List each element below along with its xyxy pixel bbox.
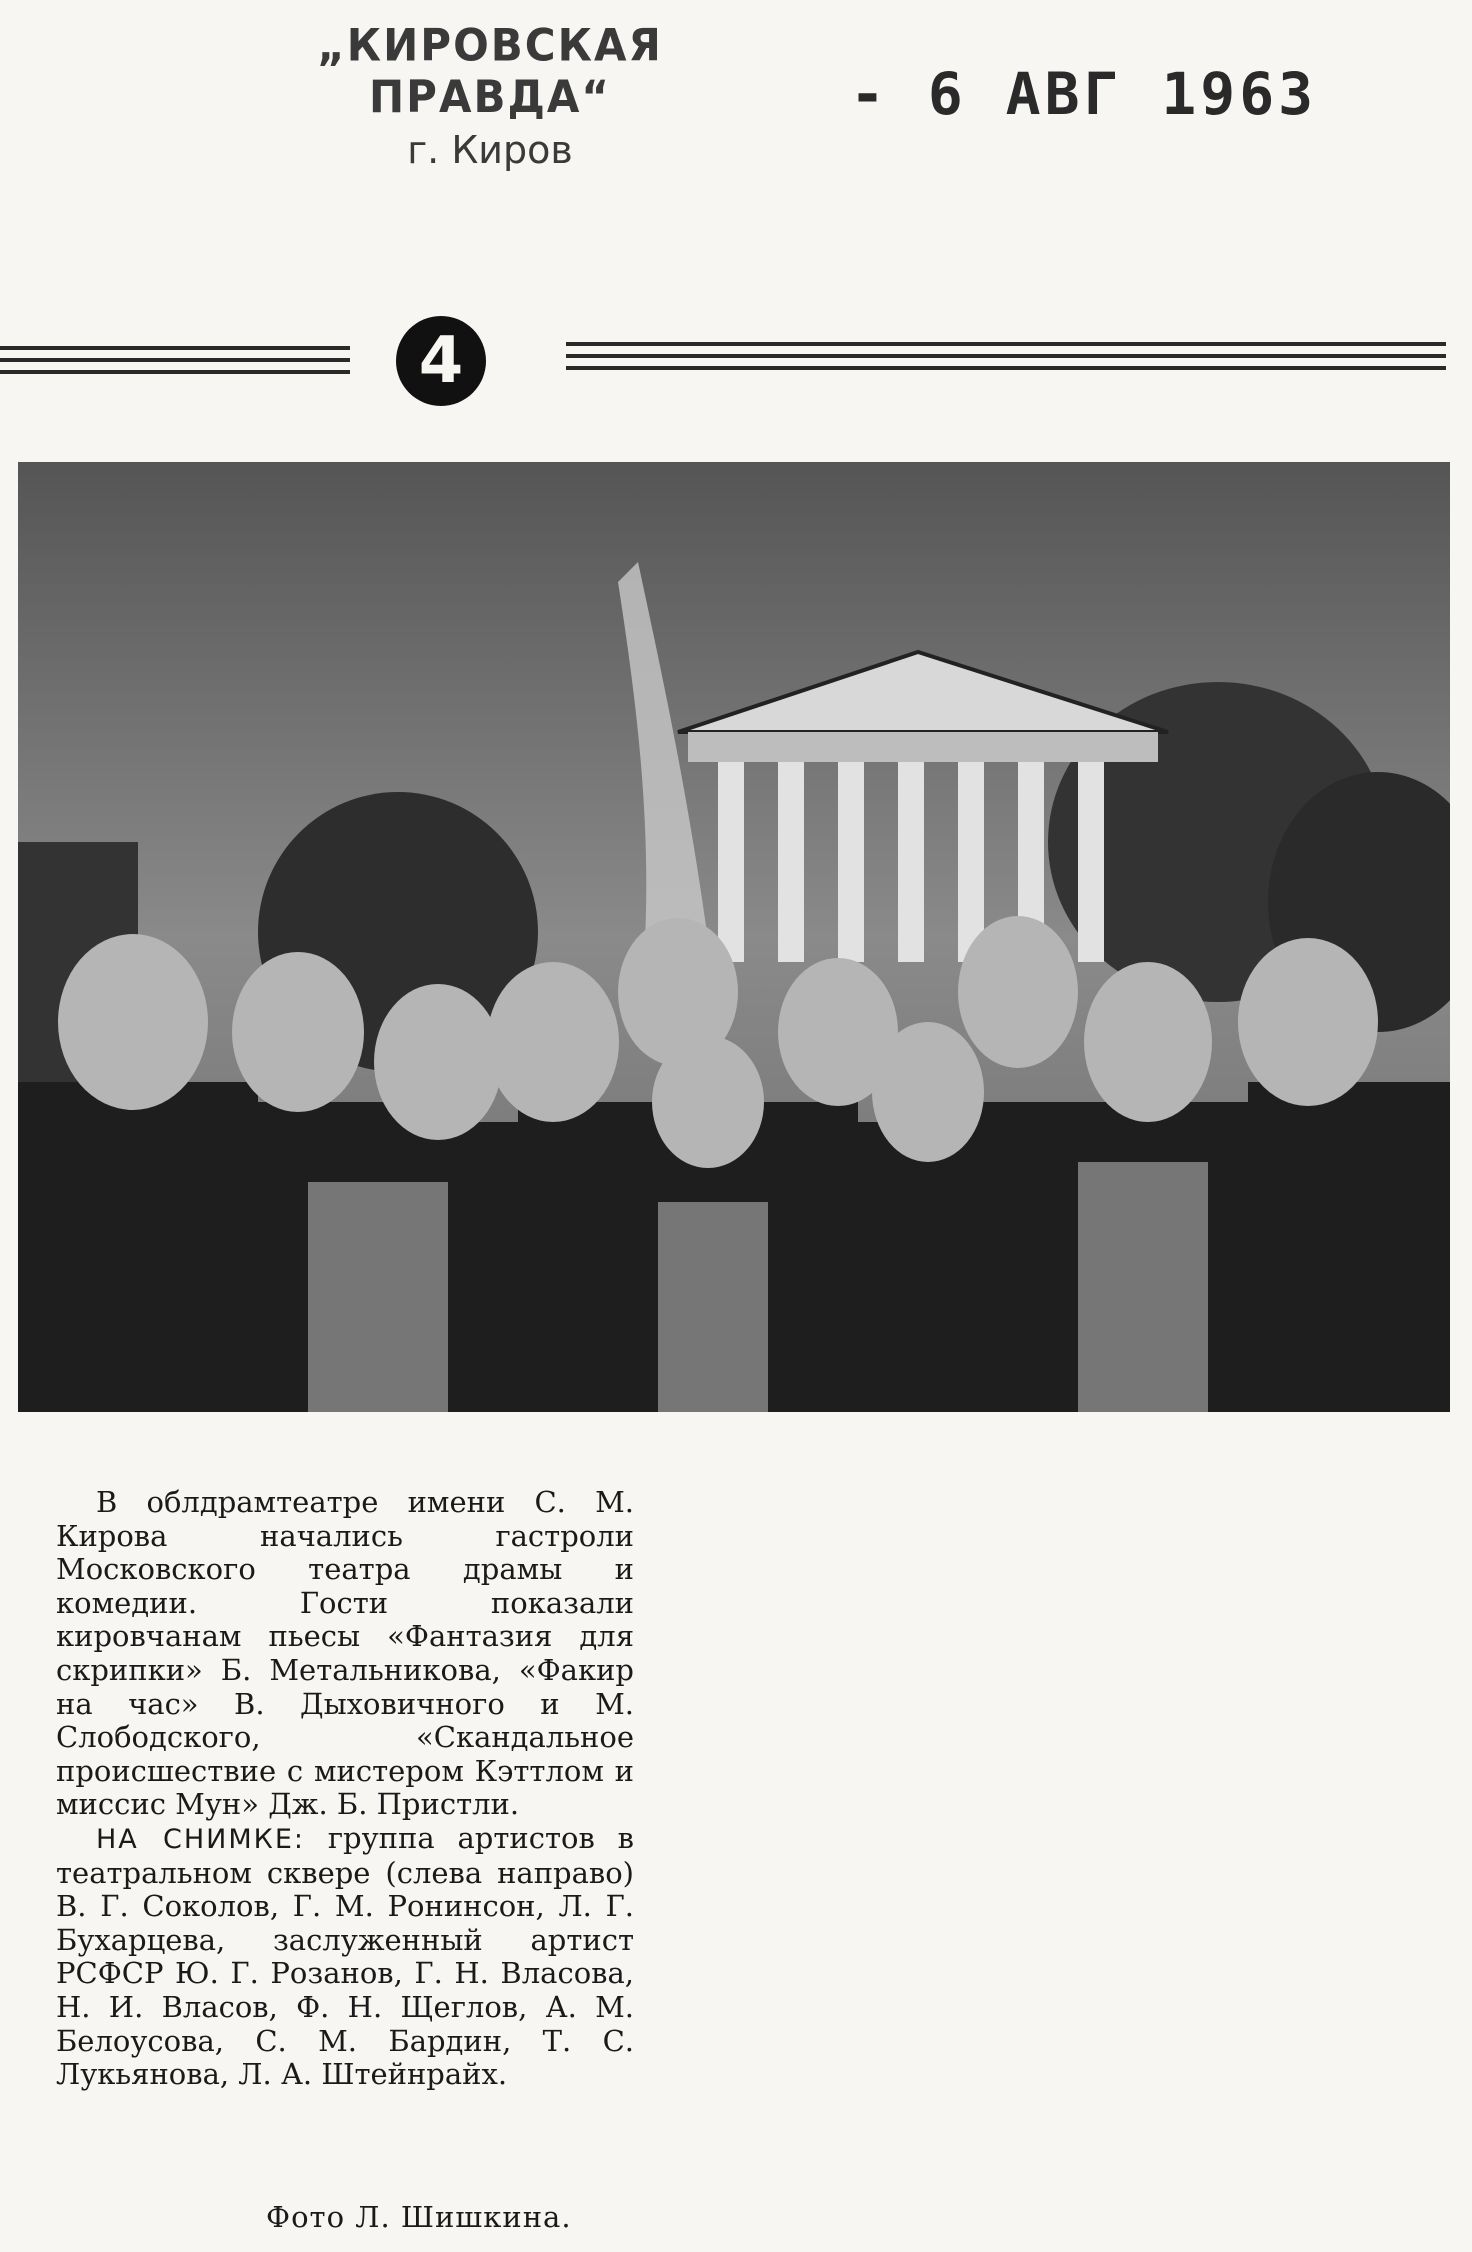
photo-caption xyxy=(56,1822,634,2092)
caption-text: группа артистов в театральном сквере (слева направо) В. Г. Соколов, Г. М. Ронинсон, Л. Г. Бухарцева, заслуженный артист РСФСР Ю. Г. Розанов, Г. Н. Власова, Н. И. Власов, Ф. Н. Щеглов, А. М. Белоусова, С. М. Бардин, Т. С. Лукьянова, Л. А. Штейнрайх. xyxy=(56,1820,634,2092)
newspaper-name: „КИРОВСКАЯ ПРАВДА“ xyxy=(317,19,663,123)
article-text xyxy=(56,1486,634,2092)
stamp-date: - 6 АВГ 1963 xyxy=(850,60,1318,128)
page-number-badge: 4 xyxy=(396,316,486,406)
photo-credit: Фото Л. Шишкина. xyxy=(266,2200,572,2234)
divider-right xyxy=(566,342,1446,374)
article-paragraph: В облдрамтеатре имени С. М. Кирова начались гастроли Московского театра драмы и комедии. Гости показали кировчанам пьесы «Фантазия для скрипки» Б. Метальникова, «Факир на час» В. Дыховичного и М. Слободского, «Скандальное происшествие с мистером Кэттлом и миссис Мун» Дж. Б. Пристли. xyxy=(56,1485,634,1822)
newspaper-stamp xyxy=(240,19,740,172)
caption-lead: НА СНИМКЕ: xyxy=(96,1823,305,1855)
group-photo xyxy=(18,462,1450,1412)
divider-left xyxy=(0,346,350,378)
group-photo-icon xyxy=(18,462,1450,1412)
newspaper-city: г. Киров xyxy=(407,128,573,172)
